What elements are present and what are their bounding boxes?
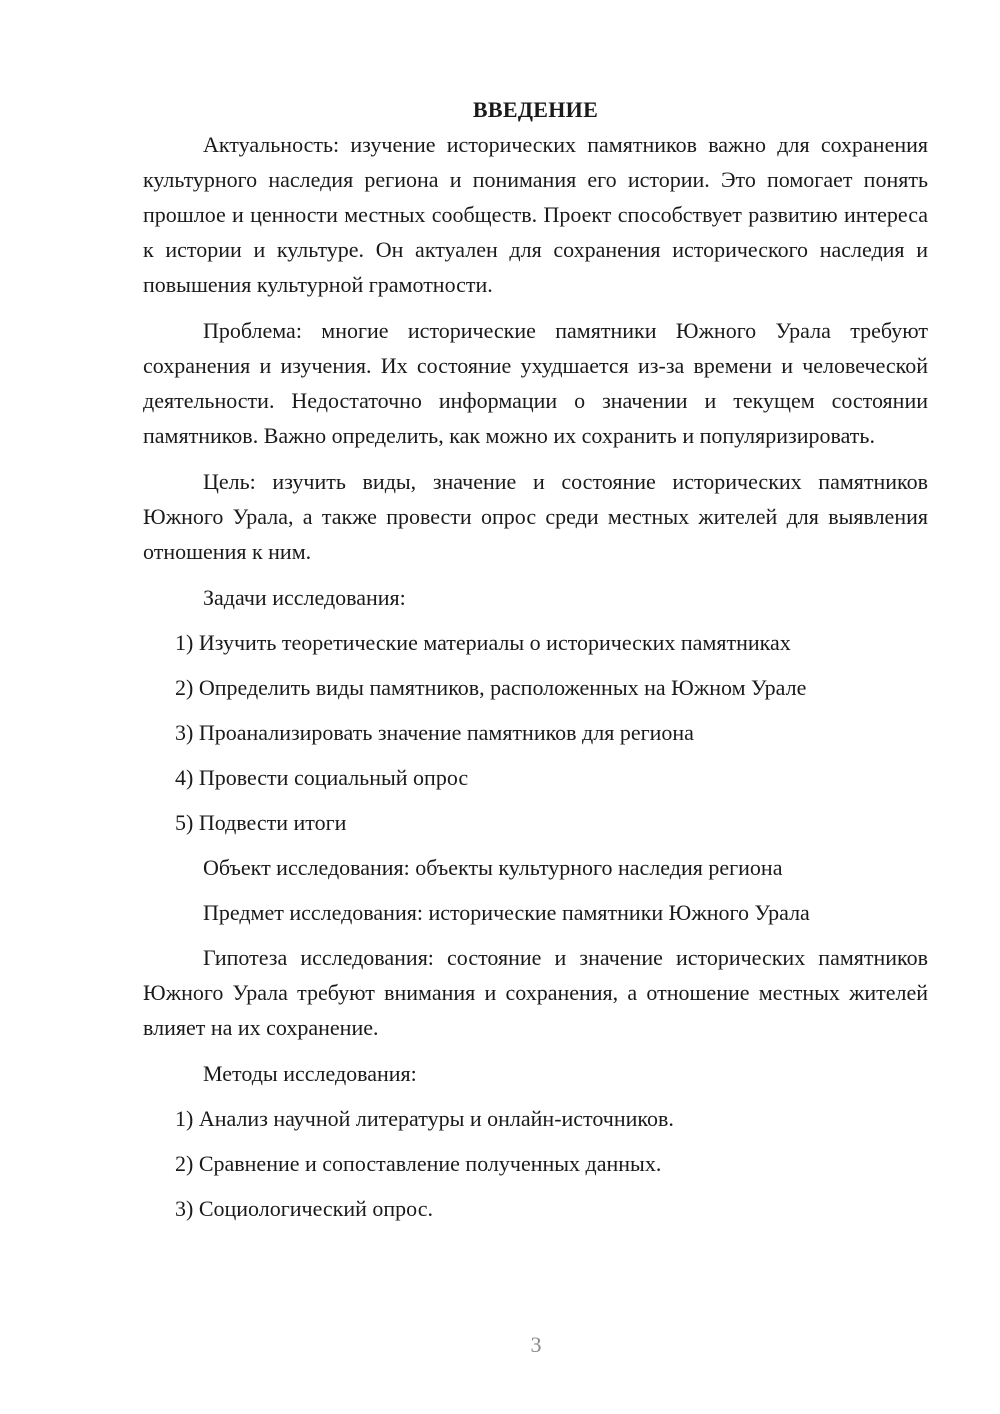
hypothesis-paragraph: Гипотеза исследования: состояние и значение исторических памятников Южного Урала требуют внимания и сохранения, а отношение местных жителей влияет на их сохранение.	[143, 945, 928, 1040]
task-item-2: 2) Определить виды памятников, расположенных на Южном Урале	[175, 675, 807, 700]
problem-paragraph: Проблема: многие исторические памятники Южного Урала требуют сохранения и изучения. Их состояние ухудшается из-за времени и человеческой деятельности. Недостаточно информации о значении и текущем состоянии памятников. Важно определить, как можно их сохранить и популяризировать.	[143, 318, 928, 448]
page-title: ВВЕДЕНИЕ	[472, 97, 599, 122]
task-item-1: 1) Изучить теоретические материалы о исторических памятниках	[175, 630, 791, 655]
relevance-paragraph: Актуальность: изучение исторических памятников важно для сохранения культурного наследия региона и понимания его истории. Это помогает понять прошлое и ценности местных сообществ. Проект способствует развитию интереса к истории и культуре. Он актуален для сохранения исторического наследия и повышения культурной грамотности.	[143, 132, 928, 297]
object-line: Объект исследования: объекты культурного наследия региона	[203, 855, 783, 880]
method-item-1: 1) Анализ научной литературы и онлайн-источников.	[175, 1106, 674, 1131]
subject-line: Предмет исследования: исторические памятники Южного Урала	[203, 900, 810, 925]
task-item-5: 5) Подвести итоги	[175, 810, 347, 835]
methods-heading: Методы исследования:	[203, 1061, 417, 1086]
document-page	[143, 92, 928, 1226]
tasks-heading: Задачи исследования:	[203, 585, 406, 610]
task-item-3: 3) Проанализировать значение памятников для региона	[175, 720, 694, 745]
method-item-2: 2) Сравнение и сопоставление полученных данных.	[175, 1151, 662, 1176]
goal-paragraph: Цель: изучить виды, значение и состояние исторических памятников Южного Урала, а также провести опрос среди местных жителей для выявления отношения к ним.	[143, 469, 928, 564]
method-item-3: 3) Социологический опрос.	[175, 1196, 433, 1221]
task-item-4: 4) Провести социальный опрос	[175, 765, 469, 790]
page-number: 3	[530, 1332, 542, 1357]
